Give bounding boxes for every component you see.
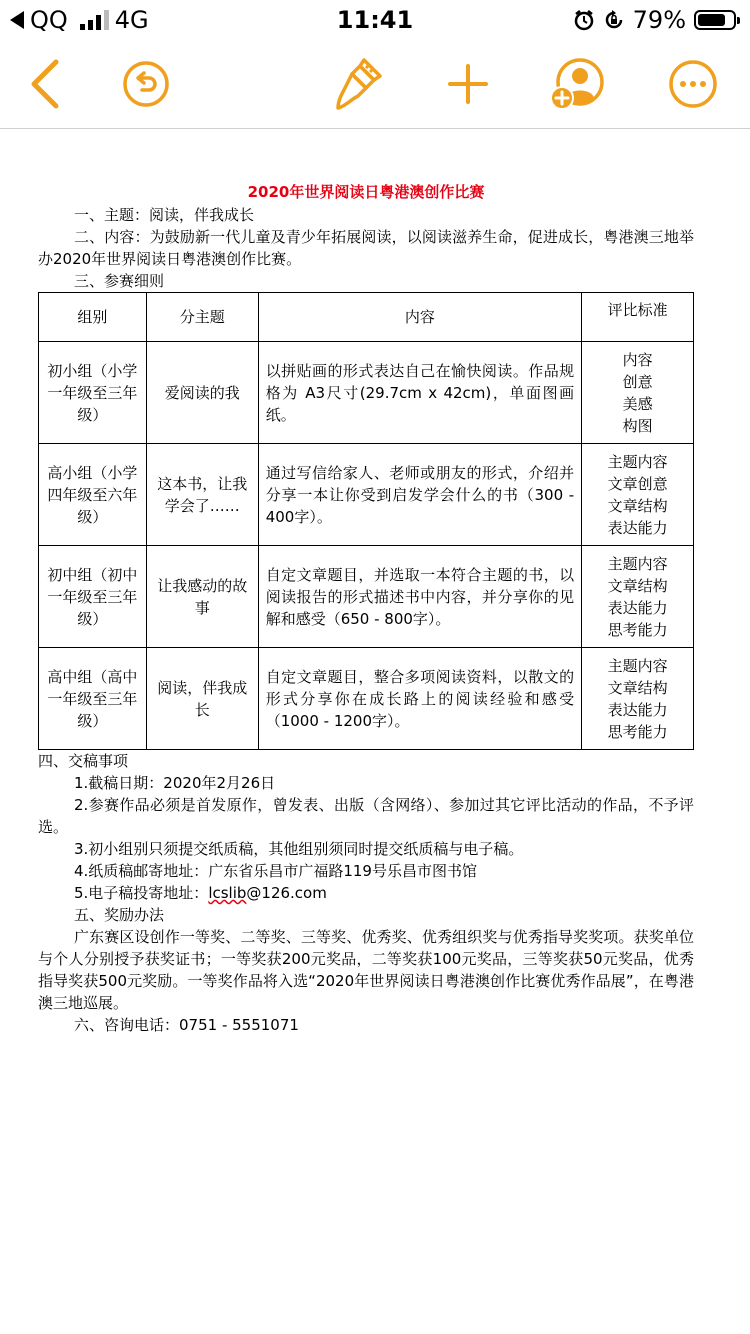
cell-criteria: 主题内容 文章结构 表达能力 思考能力 <box>582 648 694 750</box>
cell-content: 通过写信给家人、老师或朋友的形式，介绍并分享一本让你受到启发学会什么的书（300 - 400字）。 <box>258 444 581 546</box>
rotation-lock-icon <box>603 9 625 31</box>
cell-group: 高小组（小学四年级至六年级） <box>39 444 147 546</box>
cell-criteria: 主题内容 文章创意 文章结构 表达能力 <box>582 444 694 546</box>
cell-theme: 阅读，伴我成长 <box>146 648 258 750</box>
contact-phone: 六、咨询电话：0751 - 5551071 <box>74 1016 299 1034</box>
section-theme: 一、主题：阅读，伴我成长 <box>74 206 255 224</box>
table-row <box>39 444 694 546</box>
document-title: 2020年世界阅读日粤港澳创作比赛 <box>247 183 485 201</box>
cell-content: 自定文章题目，并选取一本符合主题的书，以阅读报告的形式描述书中内容，并分享你的见解和感受（650 - 800字）。 <box>258 546 581 648</box>
plus-icon[interactable] <box>440 56 496 112</box>
table-row <box>39 546 694 648</box>
clock: 11:41 <box>336 6 414 34</box>
table-row <box>39 648 694 750</box>
battery-fill <box>698 14 725 26</box>
cell-theme: 让我感动的故事 <box>146 546 258 648</box>
alarm-icon <box>573 9 595 31</box>
toolbar <box>0 40 750 129</box>
status-right <box>573 6 736 34</box>
cell-content: 自定文章题目，整合多项阅读资料，以散文的形式分享你在成长路上的阅读经验和感受（1000 - 1200字）。 <box>258 648 581 750</box>
table-header-row <box>39 293 694 342</box>
carrier-label: QQ <box>30 6 68 34</box>
submission-item: 1.截稿日期：2020年2月26日 <box>74 774 276 792</box>
email-label: 5.电子稿投寄地址： <box>74 884 209 902</box>
header-content: 内容 <box>258 293 581 342</box>
cell-theme: 爱阅读的我 <box>146 342 258 444</box>
more-icon[interactable] <box>665 56 721 112</box>
cell-criteria: 主题内容 文章结构 表达能力 思考能力 <box>582 546 694 648</box>
undo-icon[interactable] <box>118 56 174 112</box>
add-person-icon[interactable] <box>550 56 606 112</box>
document-body <box>38 180 694 1036</box>
status-bar <box>0 0 750 40</box>
cell-group: 初小组（小学一年级至三年级） <box>39 342 147 444</box>
section-rules-heading: 三、参赛细则 <box>74 272 165 290</box>
cell-criteria: 内容 创意 美感 构图 <box>582 342 694 444</box>
battery-percent: 79% <box>632 6 686 34</box>
submission-item: 3.初小组别只须提交纸质稿，其他组别须同时提交纸质稿与电子稿。 <box>74 840 524 858</box>
email-domain[interactable]: @126.com <box>246 884 327 902</box>
section-content: 二、内容：为鼓励新一代儿童及青少年拓展阅读，以阅读滋养生命，促进成长，粤港澳三地举办2020年世界阅读日粤港澳创作比赛。 <box>38 228 694 268</box>
network-label: 4G <box>114 6 149 34</box>
submission-item <box>38 882 694 904</box>
battery-icon <box>694 10 736 30</box>
section-award-heading: 五、奖励办法 <box>74 906 165 924</box>
header-theme: 分主题 <box>146 293 258 342</box>
submission-item: 4.纸质稿邮寄地址：广东省乐昌市广福路119号乐昌市图书馆 <box>74 862 477 880</box>
award-paragraph: 广东赛区设创作一等奖、二等奖、三等奖、优秀奖、优秀组织奖与优秀指导奖奖项。获奖单位与个人分别授予获奖证书；一等奖获200元奖品，二等奖获100元奖品，三等奖获50元奖品，优秀指导奖获500元奖励。一等奖作品将入选“2020年世界阅读日粤港澳创作比赛优秀作品展”，在粤港澳三地巡展。 <box>38 928 694 1012</box>
cell-content: 以拼贴画的形式表达自己在愉快阅读。作品规格为 A3尺寸(29.7cm x 42cm)，单面图画纸。 <box>258 342 581 444</box>
cell-theme: 这本书，让我学会了…… <box>146 444 258 546</box>
section-submission-heading: 四、交稿事项 <box>38 752 129 770</box>
cell-group: 初中组（初中一年级至三年级） <box>39 546 147 648</box>
email-user[interactable]: lcslib <box>208 884 247 902</box>
back-icon[interactable] <box>18 56 74 112</box>
header-group: 组别 <box>39 293 147 342</box>
rules-table <box>38 292 694 750</box>
table-row <box>39 342 694 444</box>
cell-group: 高中组（高中一年级至三年级） <box>39 648 147 750</box>
brush-icon[interactable] <box>330 56 386 112</box>
submission-item: 2.参赛作品必须是首发原作，曾发表、出版（含网络）、参加过其它评比活动的作品，不予评选。 <box>38 796 694 836</box>
header-criteria: 评比标准 <box>582 293 694 342</box>
